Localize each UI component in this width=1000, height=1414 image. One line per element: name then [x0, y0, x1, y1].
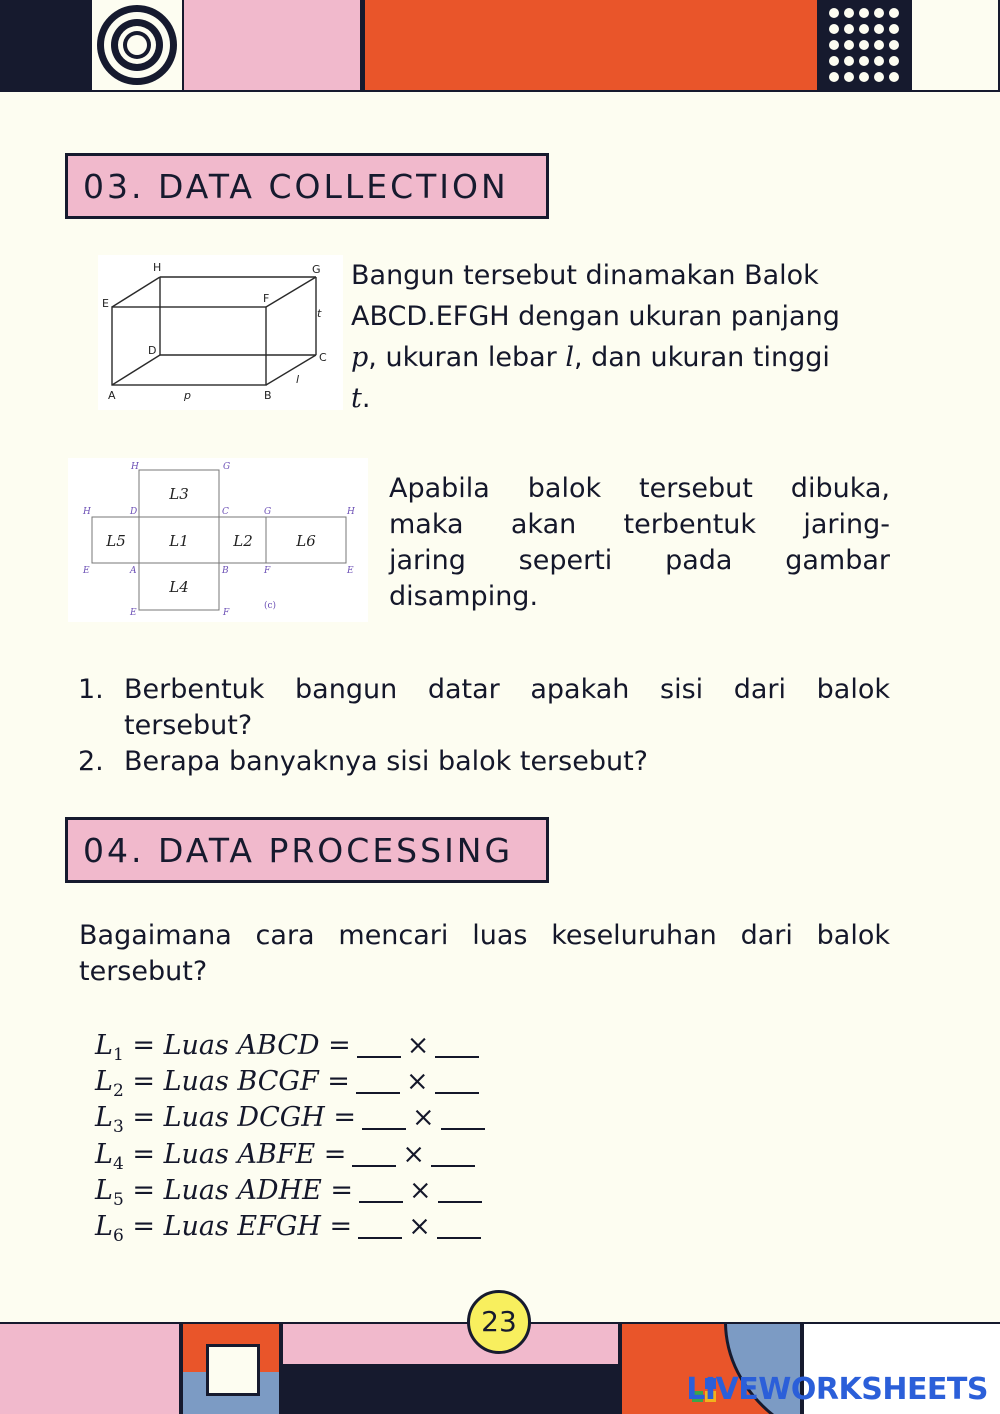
- net-vertex-b: B: [222, 566, 229, 576]
- answer-blank[interactable]: [359, 1179, 403, 1203]
- height-t-label: t: [317, 307, 322, 320]
- net-vertex-a: A: [130, 566, 137, 576]
- var-p: p: [351, 342, 369, 373]
- orange-block: [365, 0, 817, 90]
- pink-block: [184, 0, 360, 90]
- equation-l2: $L_2$ = Luas BCGF = ×: [95, 1064, 485, 1100]
- vertex-f-label: F: [263, 292, 270, 305]
- net-vertex-e: E: [347, 566, 354, 576]
- watermark: LIVEWORKSHEETS: [686, 1372, 988, 1407]
- answer-blank[interactable]: [362, 1106, 406, 1130]
- list-item: 2. Berapa banyaknya sisi balok tersebut?: [78, 744, 890, 780]
- equation-l4: $L_4$ = Luas ABFE = ×: [95, 1137, 481, 1173]
- net-vertex-g: G: [264, 507, 272, 517]
- answer-blank[interactable]: [441, 1106, 485, 1130]
- square-icon: [206, 1344, 260, 1396]
- vertex-a-label: A: [108, 389, 116, 402]
- answer-blank[interactable]: [437, 1215, 481, 1239]
- section-title-data-collection: 03. DATA COLLECTION: [65, 153, 549, 219]
- answer-blank[interactable]: [356, 1070, 400, 1094]
- vertex-b-label: B: [264, 389, 272, 402]
- question-text: Berapa banyaknya sisi balok tersebut?: [124, 746, 649, 777]
- dot-grid-icon: [822, 0, 908, 90]
- vertex-c-label: C: [319, 351, 327, 364]
- pink-block: [283, 1324, 618, 1364]
- equation-l1: $L_1$ = Luas ABCD = ×: [95, 1028, 485, 1064]
- net-vertex-d: D: [130, 507, 138, 517]
- net-vertex-e: E: [130, 608, 137, 618]
- face-l1: L1: [169, 532, 189, 550]
- net-vertex-g: G: [223, 462, 231, 472]
- cuboid-figure: [98, 255, 343, 410]
- top-banner: [0, 0, 1000, 92]
- equation-l3: $L_3$ = Luas DCGH = ×: [95, 1100, 491, 1136]
- face-l4: L4: [169, 578, 189, 596]
- equation-l5: $L_5$ = Luas ADHE = ×: [95, 1173, 488, 1209]
- net-vertex-c: C: [222, 507, 229, 517]
- vertex-h-label: H: [153, 261, 162, 274]
- face-l5: L5: [106, 532, 126, 550]
- question-text: Berbentuk bangun datar apakah sisi dari balok tersebut?: [124, 674, 890, 741]
- var-t: t: [351, 383, 362, 414]
- cuboid-net-figure: [68, 458, 368, 622]
- length-p-label: p: [184, 389, 191, 402]
- answer-blank[interactable]: [357, 1034, 401, 1058]
- processing-question: Bagaimana cara mencari luas keseluruhan dari balok tersebut?: [79, 920, 890, 987]
- face-l2: L2: [233, 532, 253, 550]
- cuboid-description: Bangun tersebut dinamakan Balok ABCD.EFGH dengan ukuran panjang p, ukuran lebar l, dan ukuran tinggi t.: [351, 260, 840, 414]
- question-list: [78, 672, 890, 780]
- equation-l6: $L_6$ = Luas EFGH = ×: [95, 1209, 487, 1245]
- pink-block: [0, 1324, 179, 1414]
- vertex-g-label: G: [312, 263, 321, 276]
- net-vertex-f: F: [223, 608, 230, 618]
- width-l-label: l: [296, 373, 300, 386]
- answer-blank[interactable]: [358, 1215, 402, 1239]
- net-vertex-f: F: [264, 566, 271, 576]
- answer-blank[interactable]: [438, 1179, 482, 1203]
- vertex-e-label: E: [102, 297, 109, 310]
- answer-blank[interactable]: [431, 1143, 475, 1167]
- section-title-data-processing: 04. DATA PROCESSING: [65, 817, 549, 883]
- answer-blank[interactable]: [352, 1143, 396, 1167]
- net-description: Apabila balok tersebut dibuka, maka akan terbentuk jaring- jaring seperti pada gambar disamping.: [389, 473, 890, 612]
- net-vertex-h: H: [83, 507, 91, 517]
- concentric-circle-icon: [92, 0, 182, 90]
- net-vertex-h: H: [131, 462, 139, 472]
- face-l3: L3: [169, 485, 189, 503]
- net-vertex-h: H: [347, 507, 355, 517]
- list-item: 1. Berbentuk bangun datar apakah sisi dari balok tersebut?: [78, 672, 890, 744]
- answer-blank[interactable]: [435, 1070, 479, 1094]
- page-number: 23: [467, 1290, 531, 1354]
- face-l6: L6: [296, 532, 316, 550]
- answer-blank[interactable]: [435, 1034, 479, 1058]
- net-caption: (c): [264, 601, 277, 611]
- var-l: l: [565, 342, 574, 373]
- vertex-d-label: D: [148, 344, 157, 357]
- net-vertex-e: E: [83, 566, 90, 576]
- cream-block: [912, 0, 998, 90]
